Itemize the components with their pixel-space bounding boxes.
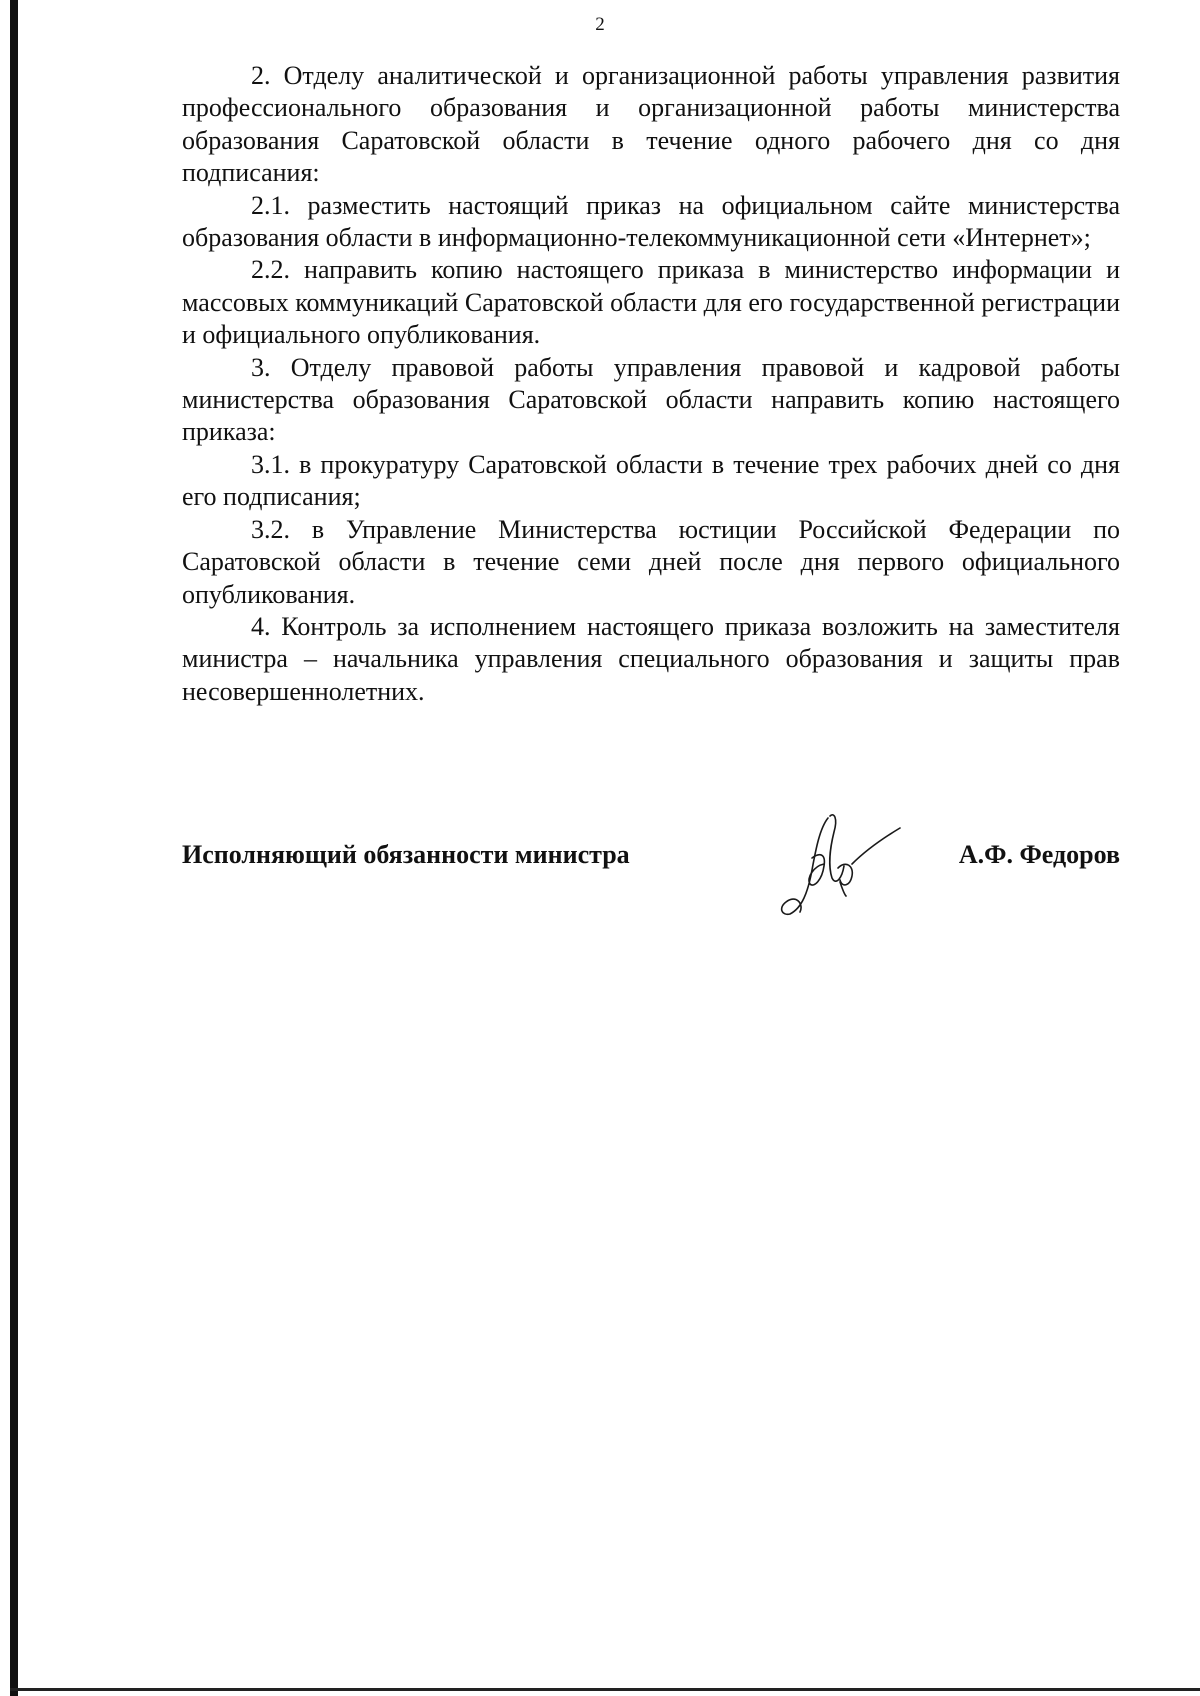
scan-edge-left <box>10 0 18 1696</box>
paragraph-2: 2. Отделу аналитической и организационной работы управления развития профессионального образования и организационной работы министерства образования Саратовской области в течение одного рабочего дня со дня подписания: <box>182 61 1120 188</box>
signatory-position: Исполняющий обязанности министра <box>182 840 630 869</box>
paragraph-2-1: 2.1. разместить настоящий приказ на официальном сайте министерства образования области в информационно-телекоммуникационной сети «Интернет»; <box>182 190 1120 253</box>
document-body <box>182 60 1120 708</box>
scan-edge-bottom <box>10 1688 1200 1691</box>
paragraph-3-1: 3.1. в прокуратуру Саратовской области в течение трех рабочих дней со дня его подписания; <box>182 449 1120 512</box>
paragraph-2-2: 2.2. направить копию настоящего приказа в министерство информации и массовых коммуникаций Саратовской области для его государственной регистрации и официального опубликования. <box>182 255 1120 350</box>
paragraph-3-2: 3.2. в Управление Министерства юстиции Российской Федерации по Саратовской области в течение семи дней после дня первого официального опубликования. <box>182 514 1120 609</box>
paragraph-4: 4. Контроль за исполнением настоящего приказа возложить на заместителя министра – начальника управления специального образования и защиты прав несовершеннолетних. <box>182 611 1120 706</box>
signatory-name: А.Ф. Федоров <box>958 840 1120 869</box>
signature-block <box>182 840 1120 900</box>
paragraph-3: 3. Отделу правовой работы управления правовой и кадровой работы министерства образования Саратовской области направить копию настоящего приказа: <box>182 352 1120 447</box>
page-number: 2 <box>595 14 605 35</box>
handwritten-signature <box>768 808 908 928</box>
